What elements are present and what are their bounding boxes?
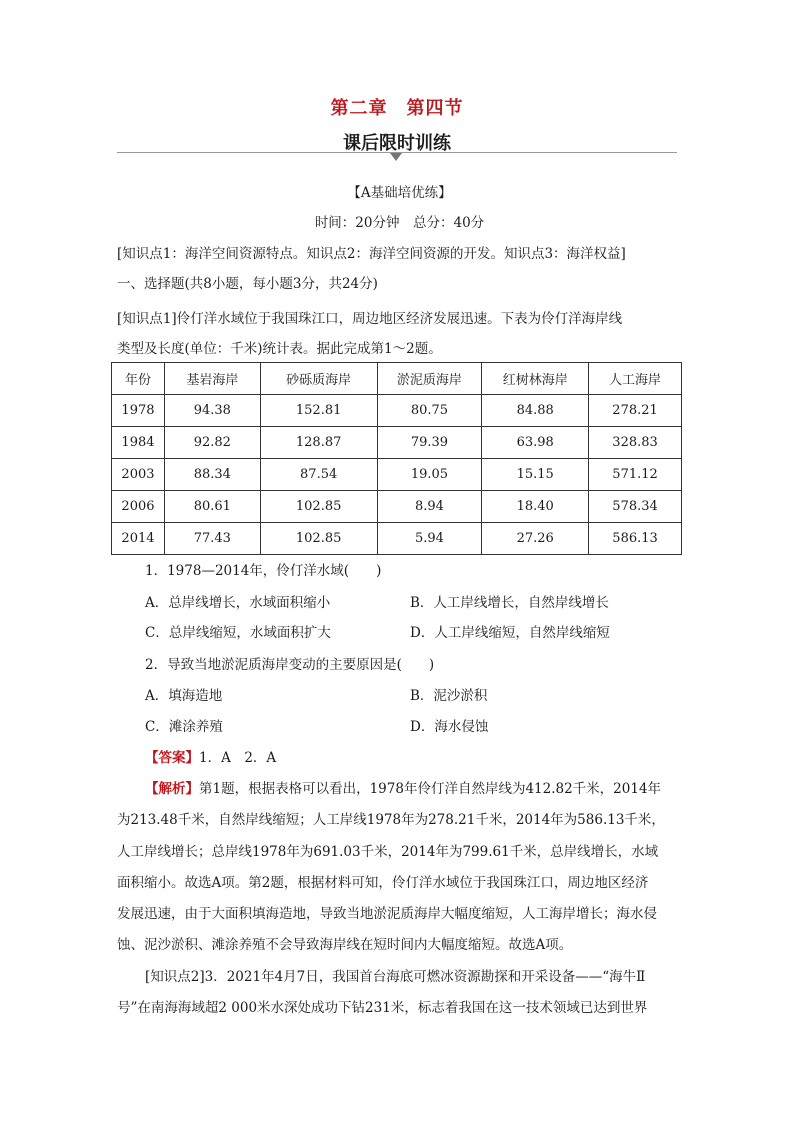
table-row — [112, 459, 682, 491]
table-cell: 5.94 — [377, 523, 482, 555]
section-subtitle: 课后限时训练 — [343, 133, 451, 154]
question-1-option-c: C．总岸线缩短，水域面积扩大 — [145, 625, 331, 641]
table-cell: 2014 — [112, 523, 165, 555]
table-header-cell: 基岩海岸 — [164, 363, 260, 395]
answer-text: 1．A 2．A — [199, 750, 277, 766]
analysis-tag: 【解析】 — [145, 781, 199, 797]
table-cell: 102.85 — [260, 491, 377, 523]
table-row — [112, 523, 682, 555]
table-cell: 102.85 — [260, 523, 377, 555]
table-row — [112, 395, 682, 427]
table-header-cell: 砂砾质海岸 — [260, 363, 377, 395]
table-cell: 1984 — [112, 427, 165, 459]
table-row — [112, 491, 682, 523]
table-cell: 79.39 — [377, 427, 482, 459]
answer-line — [145, 748, 682, 768]
table-cell: 88.34 — [164, 459, 260, 491]
question-3-line-1: [知识点2]3．2021年4月7日，我国首台海底可燃冰资源勘探和开采设备——“海牛Ⅱ — [145, 969, 646, 985]
analysis-line-5: 发展迅速，由于大面积填海造地，导致当地淤泥质海岸大幅度缩短，人工海岸增长；海水侵 — [117, 906, 657, 922]
table-header-cell: 红树林海岸 — [482, 363, 589, 395]
analysis-text-1: 第1题，根据表格可以看出，1978年伶仃洋自然岸线为412.82千米，2014年 — [199, 781, 662, 797]
question-1-option-d: D．人工岸线缩短，自然岸线缩短 — [410, 625, 610, 641]
answer-tag: 【答案】 — [145, 750, 199, 766]
table-cell: 578.34 — [589, 491, 682, 523]
table-cell: 80.75 — [377, 395, 482, 427]
knowledge-points: [知识点1：海洋空间资源特点。知识点2：海洋空间资源的开发。知识点3：海洋权益] — [117, 246, 626, 262]
question-1-option-b: B．人工岸线增长，自然岸线增长 — [410, 595, 609, 611]
table-cell: 15.15 — [482, 459, 589, 491]
analysis-line-1 — [145, 779, 682, 799]
table-header-cell: 淤泥质海岸 — [377, 363, 482, 395]
intro-line-1: [知识点1]伶仃洋水域位于我国珠江口，周边地区经济发展迅速。下表为伶仃洋海岸线 — [117, 311, 623, 327]
section-label: 【A基础培优练】 — [347, 185, 452, 201]
table-cell: 571.12 — [589, 459, 682, 491]
analysis-line-6: 蚀、泥沙淤积、滩涂养殖不会导致海岸线在短时间内大幅度缩短。故选A项。 — [117, 937, 573, 953]
intro-line-2: 类型及长度(单位：千米)统计表。据此完成第1～2题。 — [117, 341, 442, 357]
table-cell: 84.88 — [482, 395, 589, 427]
table-cell: 128.87 — [260, 427, 377, 459]
table-header-cell: 年份 — [112, 363, 165, 395]
question-2-option-a: A．填海造地 — [145, 688, 223, 704]
table-cell: 87.54 — [260, 459, 377, 491]
table-cell: 27.26 — [482, 523, 589, 555]
table-cell: 18.40 — [482, 491, 589, 523]
time-score: 时间：20分钟 总分：40分 — [314, 215, 485, 231]
table-cell: 8.94 — [377, 491, 482, 523]
table-header-row — [112, 363, 682, 395]
table-cell: 328.83 — [589, 427, 682, 459]
analysis-line-3: 人工岸线增长；总岸线1978年为691.03千米，2014年为799.61千米，总岸线增长，水域 — [117, 844, 659, 860]
table-cell: 80.61 — [164, 491, 260, 523]
analysis-line-4: 面积缩小。故选A项。第2题，根据材料可知，伶仃洋水域位于我国珠江口，周边地区经济 — [117, 875, 649, 891]
table-cell: 152.81 — [260, 395, 377, 427]
table-cell: 2006 — [112, 491, 165, 523]
table-cell: 19.05 — [377, 459, 482, 491]
part-title: 一、选择题(共8小题，每小题3分，共24分) — [117, 276, 378, 292]
table-header-cell: 人工海岸 — [589, 363, 682, 395]
down-triangle-icon — [390, 153, 402, 161]
question-2-option-b: B．泥沙淤积 — [410, 688, 488, 704]
table-cell: 1978 — [112, 395, 165, 427]
chapter-title: 第二章 第四节 — [330, 98, 464, 119]
table-row — [112, 427, 682, 459]
question-1-option-a: A．总岸线增长，水域面积缩小 — [145, 595, 331, 611]
analysis-line-2: 为213.48千米，自然岸线缩短；人工岸线1978年为278.21千米，2014年为586.13千米， — [117, 812, 665, 828]
coastline-table — [111, 362, 682, 555]
table-cell: 2003 — [112, 459, 165, 491]
question-1-stem: 1．1978—2014年，伶仃洋水域( ) — [145, 563, 382, 579]
question-3-line-2: 号”在南海海域超2 000米水深处成功下钻231米，标志着我国在这一技术领域已达到世界 — [117, 1000, 648, 1016]
table-cell: 92.82 — [164, 427, 260, 459]
question-2-stem: 2．导致当地淤泥质海岸变动的主要原因是( ) — [145, 657, 435, 673]
table-cell: 586.13 — [589, 523, 682, 555]
table-cell: 278.21 — [589, 395, 682, 427]
table-cell: 77.43 — [164, 523, 260, 555]
question-2-option-c: C．滩涂养殖 — [145, 719, 223, 735]
table-cell: 63.98 — [482, 427, 589, 459]
table-cell: 94.38 — [164, 395, 260, 427]
question-2-option-d: D．海水侵蚀 — [410, 719, 489, 735]
